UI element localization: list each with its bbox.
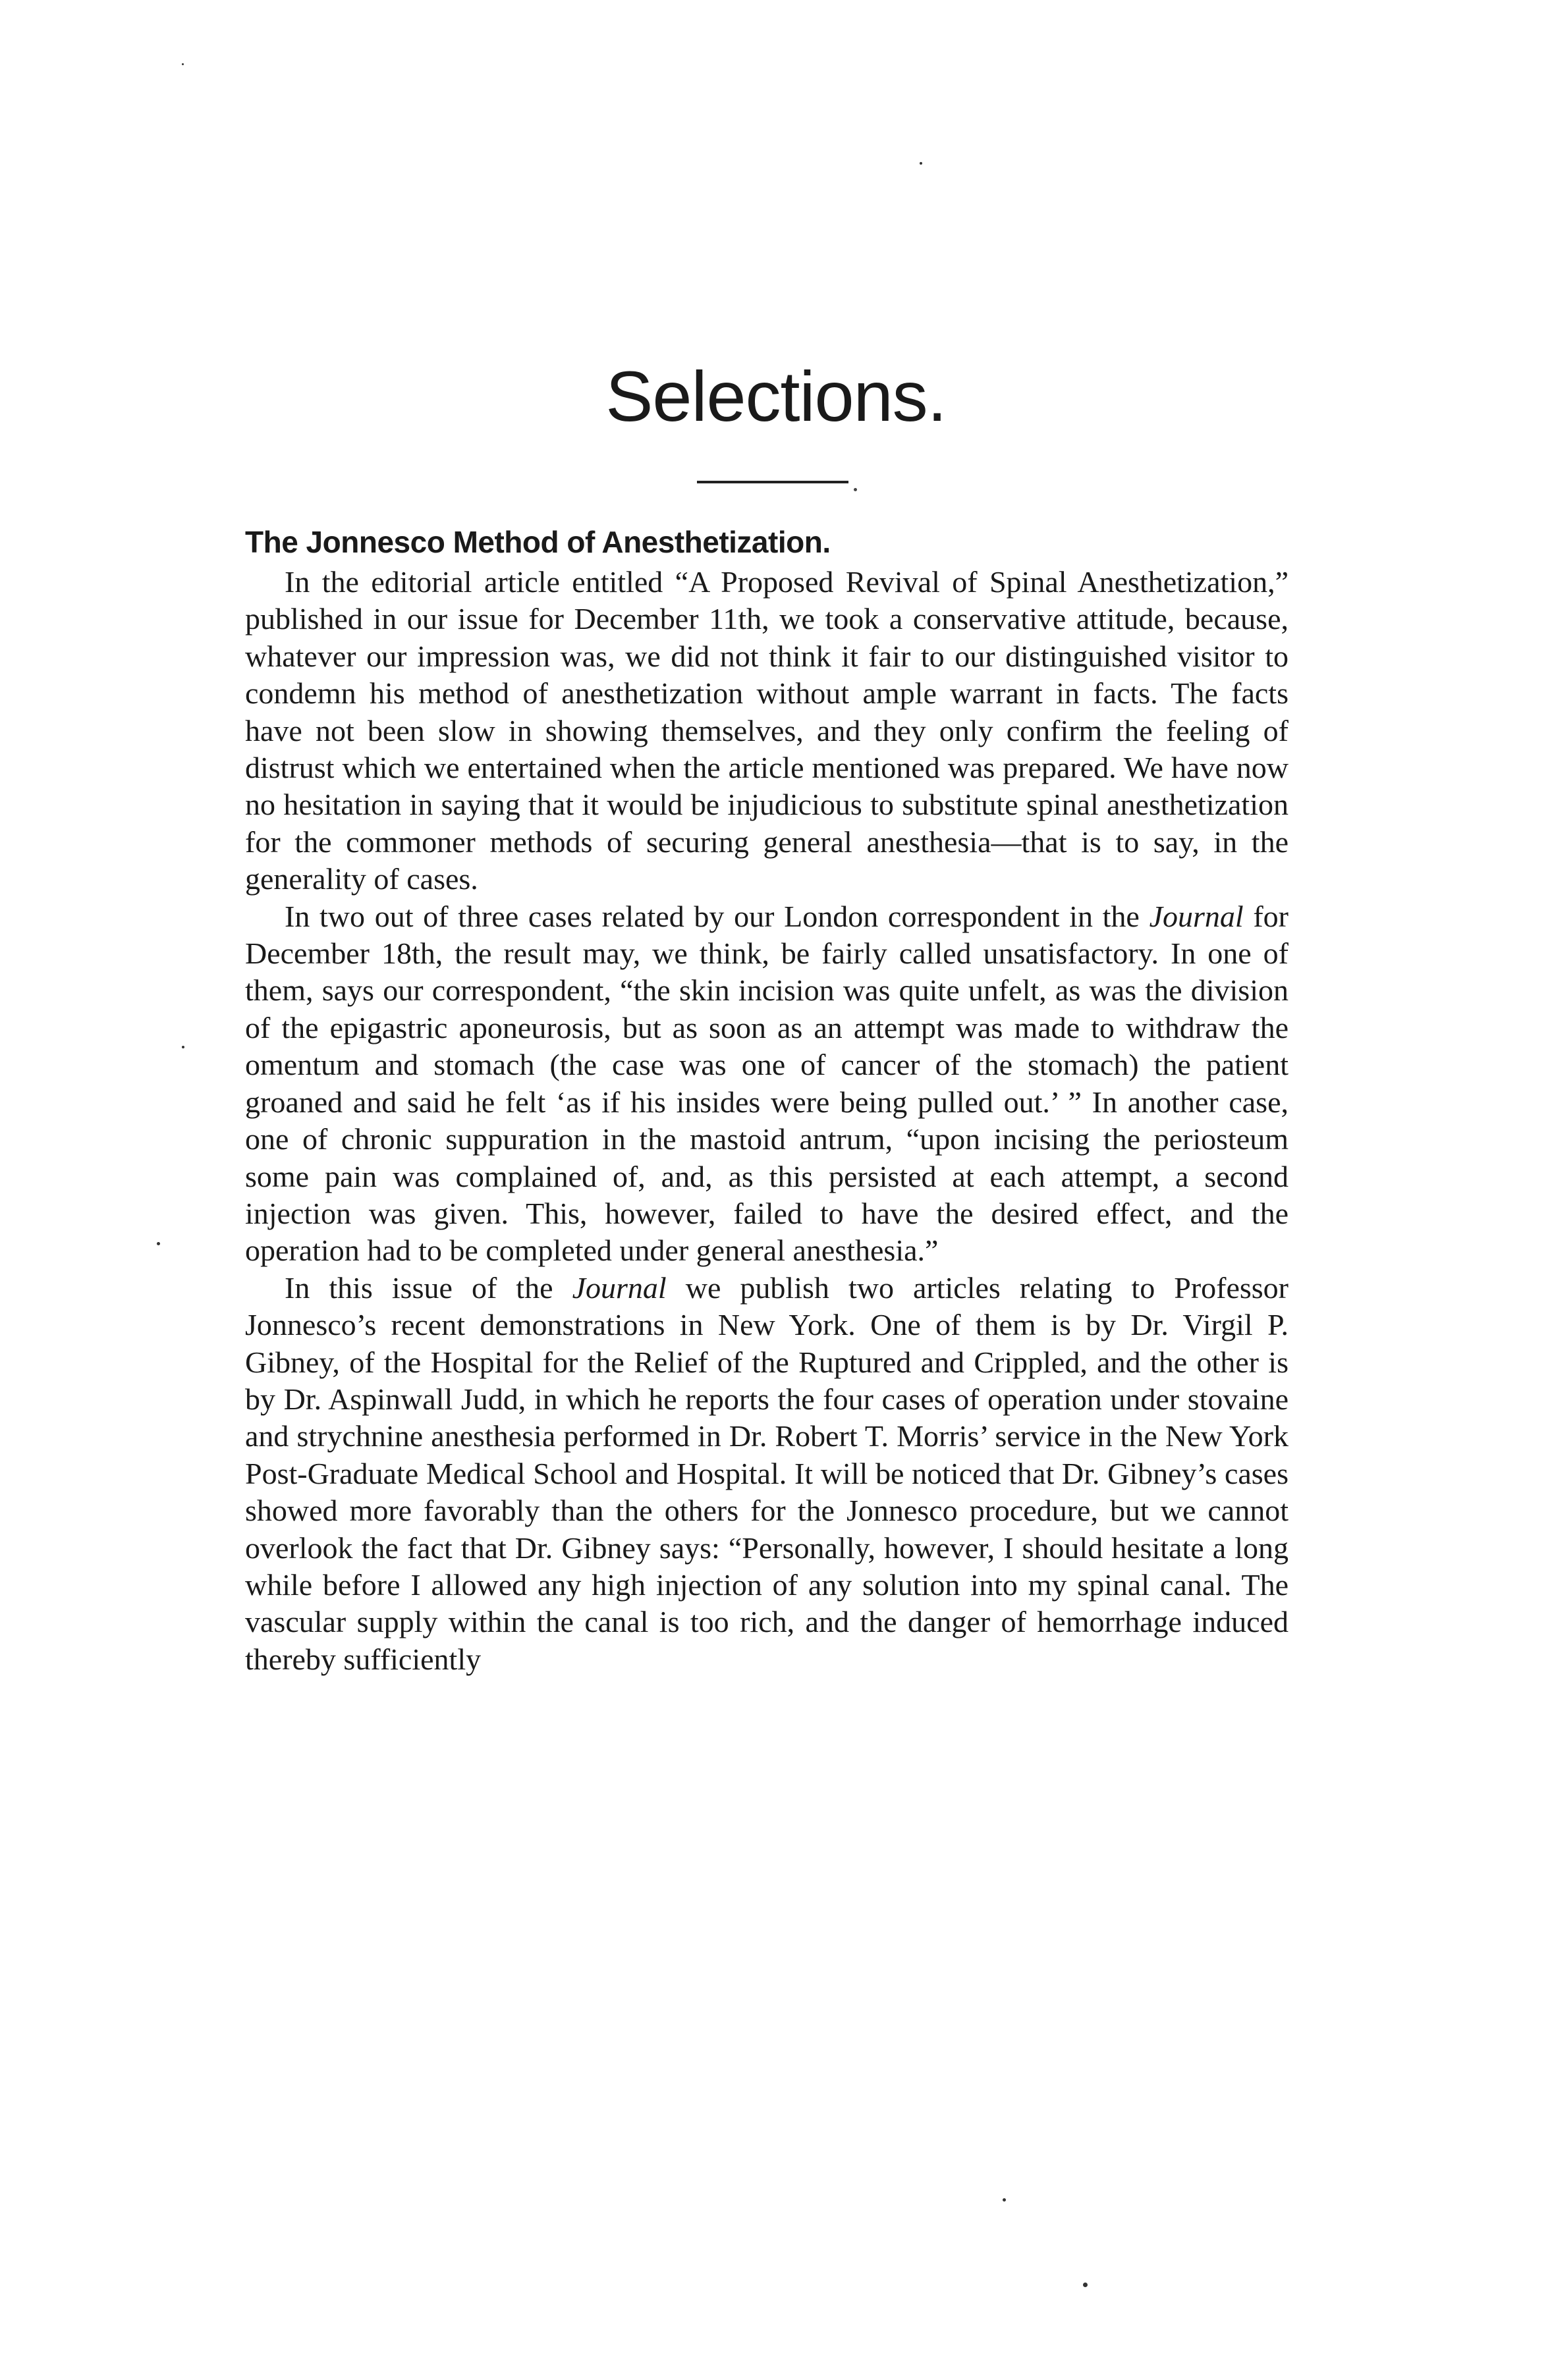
scan-speck <box>1003 2198 1006 2202</box>
paragraph-3-text-b: we publish two articles relating to Professor Jonnesco’s recent demonstrations in New York. One of them is by Dr. Virgil P. Gibney, of the Hospital for the Relief of the Ruptured and Crippled, and the other is by Dr. Aspinwall Judd, in which he reports the four cases of operation under stovaine and strychnine anesthesia performed in Dr. Robert T. Morris’ service in the New York Post-Graduate Medical School and Hospital. It will be noticed that Dr. Gibney’s cases showed more favorably than the others for the Jonnesco procedure, but we cannot overlook the fact that Dr. Gibney says: “Personally, however, I should hesitate a long while before I allowed any high injection of any solution into my spinal canal. The vascular supply within the canal is too rich, and the danger of hemorrhage induced thereby sufficiently <box>245 1270 1289 1676</box>
paragraph-3-text-a: In this issue of the <box>285 1270 572 1305</box>
paragraph-2 <box>245 898 1289 1270</box>
scan-speck <box>182 63 184 65</box>
scan-speck <box>157 1242 160 1245</box>
article-title: The Jonnesco Method of Anesthetization. <box>245 525 831 559</box>
scan-speck <box>920 162 922 165</box>
scan-speck <box>182 1046 184 1048</box>
paragraph-2-text-b: for December 18th, the result may, we think, be fairly called unsatisfactory. In one of them, says our correspondent, “the skin incision was quite unfelt, as was the division of the epigastric aponeurosis, but as soon as an attempt was made to withdraw the omentum and stomach (the case was one of cancer of the stomach) the patient groaned and said he felt ‘as if his insides were being pulled out.’ ” In another case, one of chronic suppuration in the mastoid antrum, “upon incising the periosteum some pain was complained of, and, as this persisted at each attempt, a second injection was given. This, however, failed to have the desired effect, and the operation had to be completed under general anesthesia.” <box>245 899 1289 1268</box>
scan-speck <box>1083 2283 1088 2287</box>
paragraph-1-text: In the editorial article entitled “A Proposed Revival of Spinal Anesthetization,” published in our issue for December 11th, we took a conservative attitude, because, whatever our impression was, we did not think it fair to our distinguished visitor to condemn his method of anesthetization without ample warrant in facts. The facts have not been slow in showing themselves, and they only confirm the feeling of distrust which we entertained when the article mentioned was prepared. We have now no hesitation in saying that it would be injudicious to substitute spinal anesthetization for the commoner methods of securing general anesthesia—that is to say, in the generality of cases. <box>245 565 1289 896</box>
section-heading: Selections. <box>605 356 947 436</box>
paragraph-3 <box>245 1270 1289 1678</box>
article-column <box>245 520 1289 1678</box>
heading-rule <box>697 481 848 483</box>
paragraph-2-text-a: In two out of three cases related by our London correspondent in the <box>285 899 1150 933</box>
paragraph-1 <box>245 564 1289 898</box>
rule-dot <box>854 488 857 491</box>
paragraph-2-journal-italic: Journal <box>1149 899 1244 933</box>
paragraph-3-journal-italic: Journal <box>572 1270 667 1305</box>
